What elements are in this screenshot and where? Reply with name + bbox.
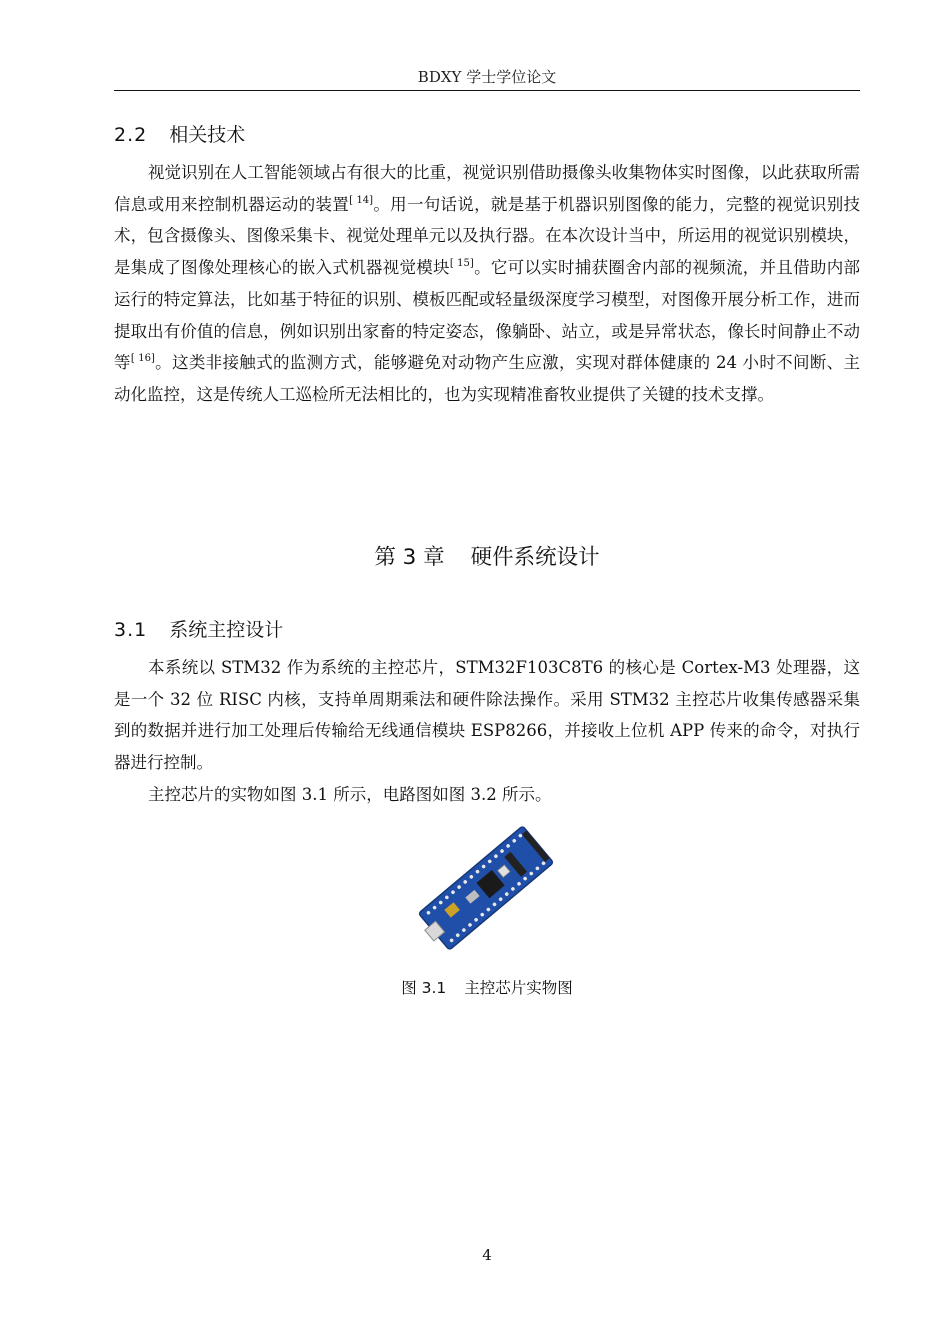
section-number: 2.2 xyxy=(114,124,148,146)
section-heading-2-2 xyxy=(114,120,245,147)
chapter-title xyxy=(114,540,860,571)
text-run: 。它可以实时捕获圈舍内部的视频流，并且借助内部运行的特定算法，比如基于特征的识别、模板匹配或轻量级深度学习模型，对图像开展分析工作，进而提取出有价值的信息，例如识别出家畜的特定姿态，像躺卧、站立，或是异常状态，像长时间静止不动等 xyxy=(114,258,860,373)
chapter-name: 硬件系统设计 xyxy=(470,545,600,570)
figure-number: 图 3.1 xyxy=(401,979,447,997)
text-run: 视觉识别在人工智能领域占有很大的比重，视觉识别借助摄像头收集物体实时图像，以此获取所需信息或用来控制机器运动的装置 xyxy=(114,163,860,214)
chapter-label: 第 3 章 xyxy=(374,545,445,570)
citation-14: [ 14] xyxy=(349,194,374,206)
paragraph-stm32: 本系统以 STM32 作为系统的主控芯片，STM32F103C8T6 的核心是 Cortex-M3 处理器，这是一个 32 位 RISC 内核，支持单周期乘法和硬件除法操作。采用 STM32 主控芯片收集传感器采集到的数据并进行加工处理后传输给无线通信模块 ESP8266，并接收上位机 APP 传来的命令，对执行器进行控制。 xyxy=(114,658,860,773)
text-run: 。这类非接触式的监测方式，能够避免对动物产生应激，实现对群体健康的 24 小时不间断、主动化监控，这是传统人工巡检所无法相比的，也为实现精准畜牧业提供了关键的技术支撑。 xyxy=(114,353,860,404)
figure-caption-text: 主控芯片实物图 xyxy=(464,979,573,997)
section-title: 相关技术 xyxy=(169,124,246,146)
citation-15: [ 15] xyxy=(449,258,474,270)
section-number: 3.1 xyxy=(114,619,148,641)
header-rule xyxy=(114,90,860,91)
stm32-board-image xyxy=(410,818,562,958)
paragraph-visual-recognition xyxy=(114,157,860,411)
running-header: BDXY 学士学位论文 xyxy=(417,68,557,86)
section-title: 系统主控设计 xyxy=(169,619,284,641)
page-number: 4 xyxy=(482,1246,492,1264)
text-run: 。用一句话说，就是基于机器识别图像的能力，完整的视觉识别技术，包含摄像头、图像采集卡、视觉处理单元以及执行器。在本次设计当中，所运用的视觉识别模块，是集成了图像处理核心的嵌入式机器视觉模块 xyxy=(114,194,861,278)
section-heading-3-1 xyxy=(114,615,283,642)
figure-caption xyxy=(114,976,860,998)
citation-16: [ 16] xyxy=(130,353,155,365)
paragraph-figure-ref: 主控芯片的实物如图 3.1 所示，电路图如图 3.2 所示。 xyxy=(148,785,552,804)
